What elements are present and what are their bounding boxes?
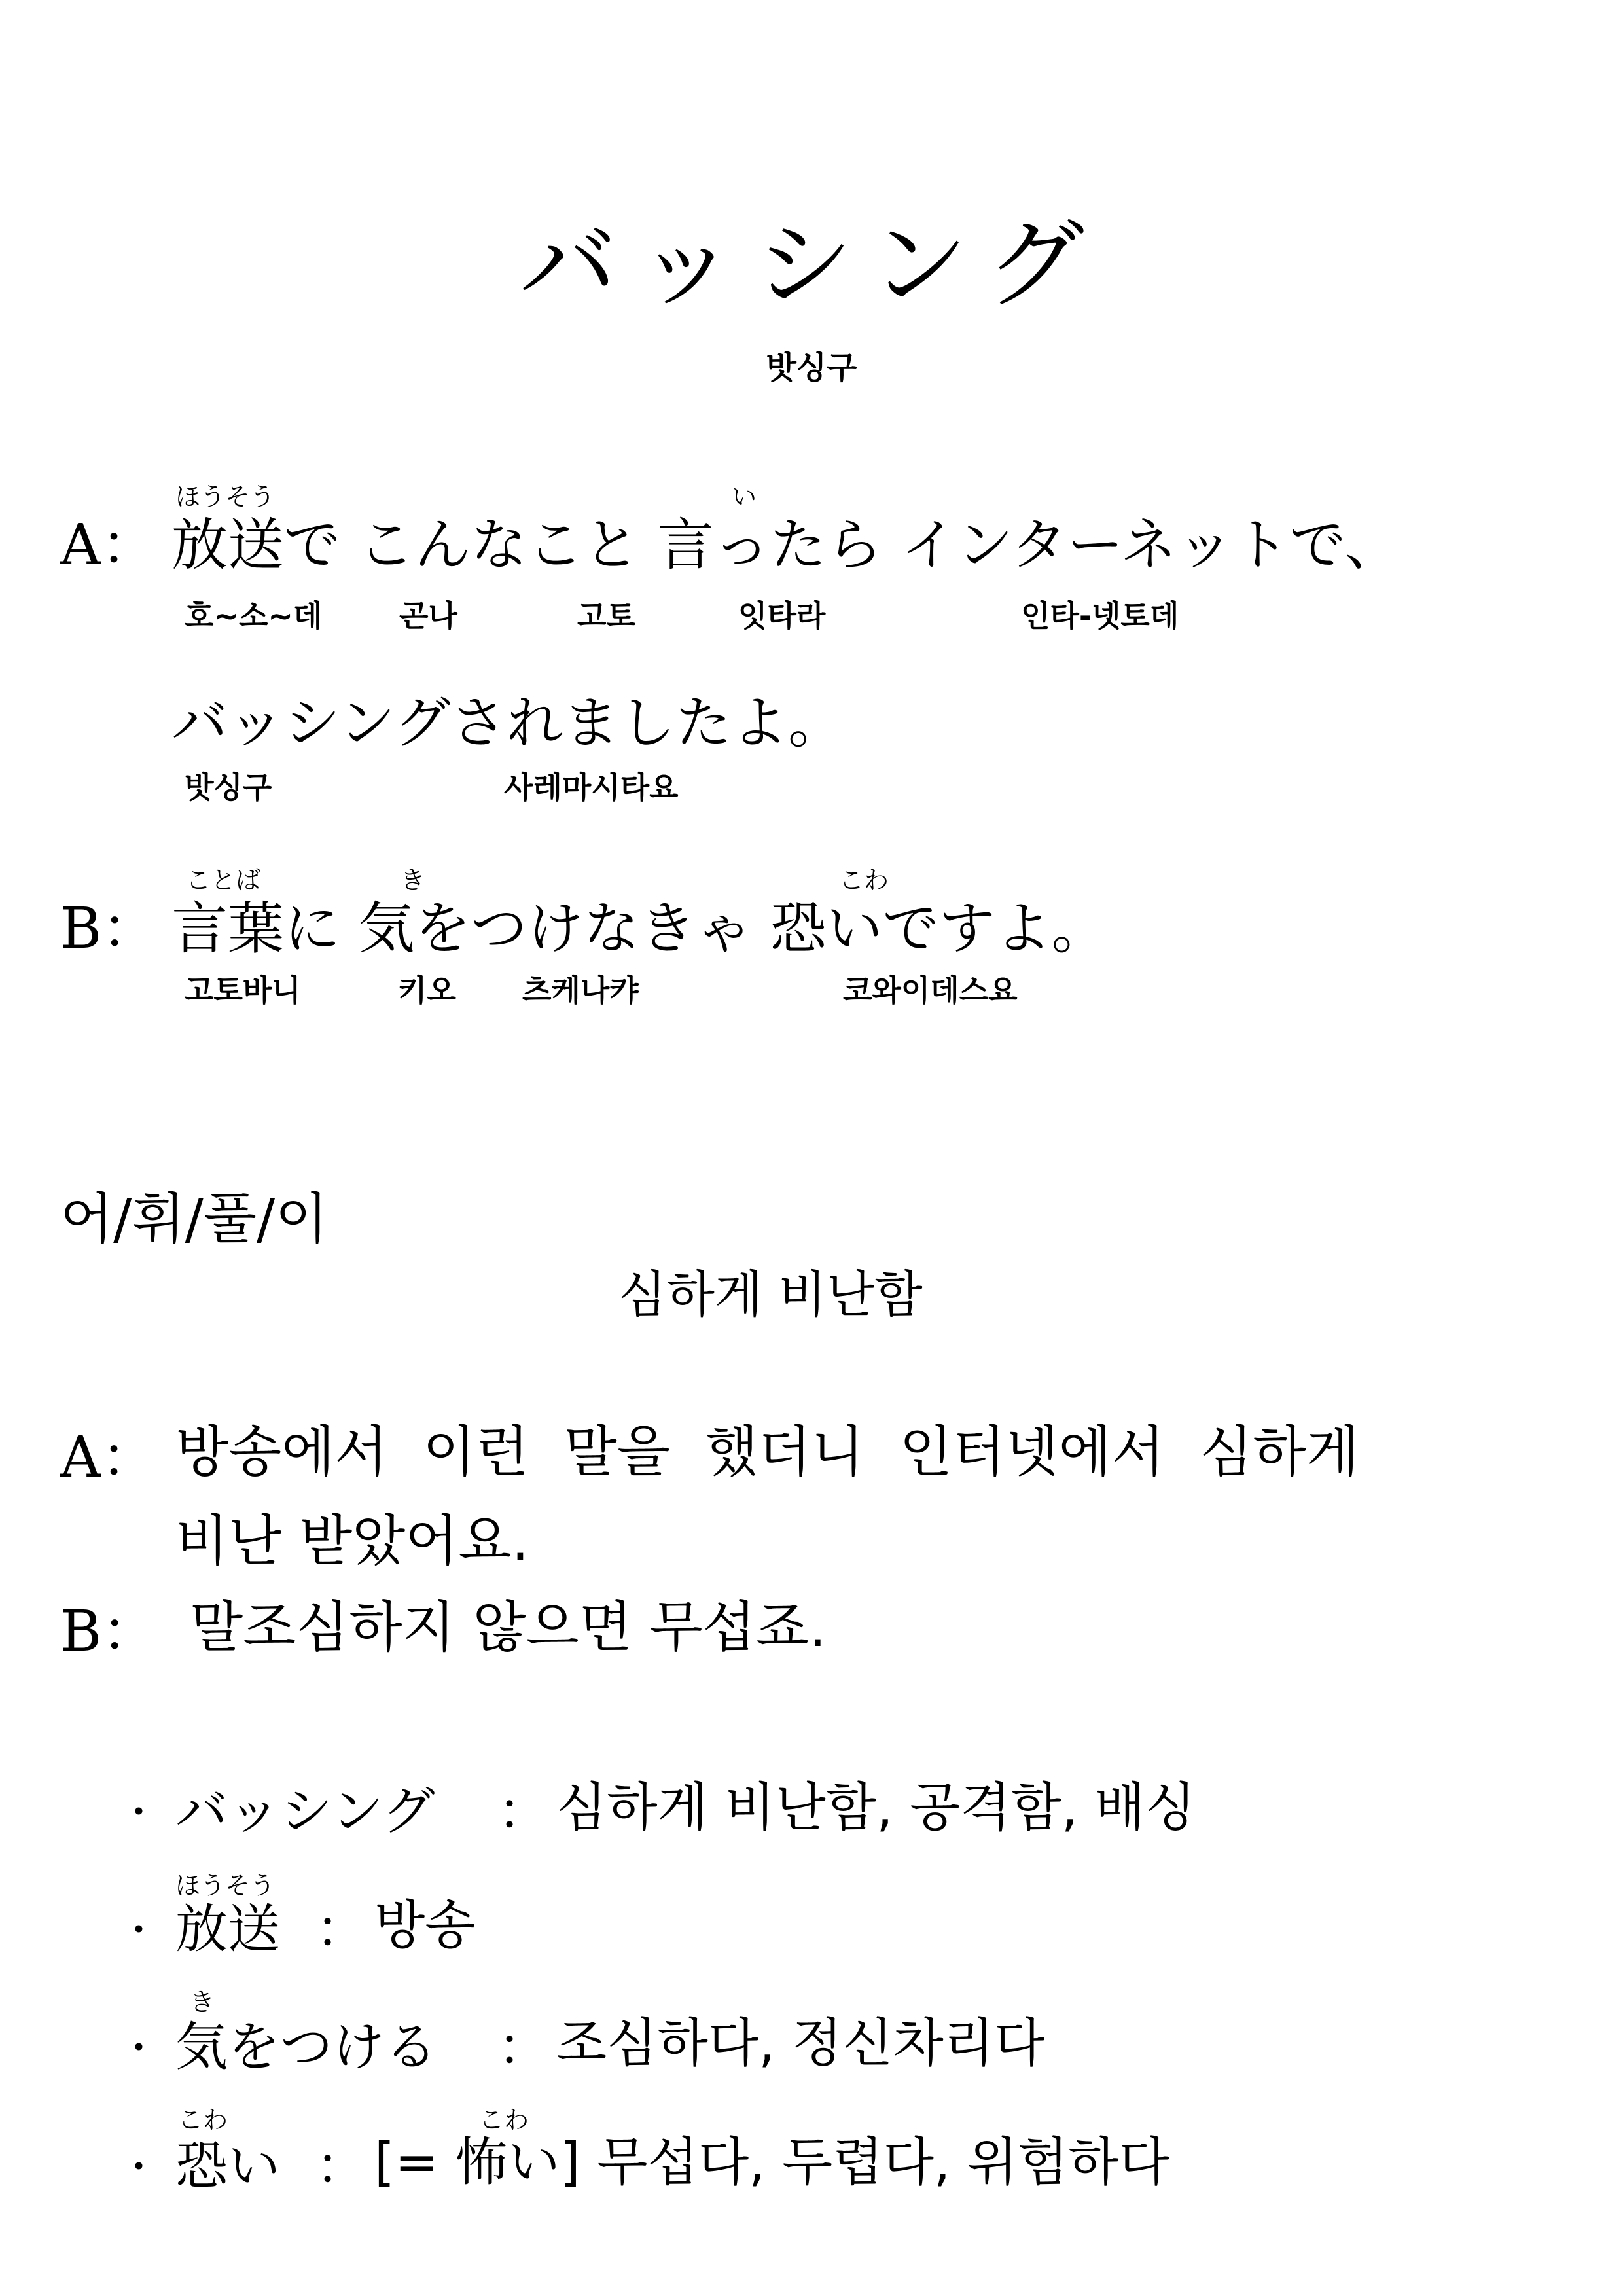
vocab-item-1-sep: ： [497,1781,550,1842]
reading-a2-2: 사레마시타요 [504,770,679,805]
translation-speaker-b: B： [60,1599,158,1664]
speaker-b: B： [60,896,158,961]
vocab-item-2-term: 放送 [175,1899,280,1960]
ruby-kotoba: ことば [186,866,261,895]
ruby-housou: ほうそう [175,482,276,511]
vocab-item-3-ruby: き [190,1988,215,2017]
vocab-item-2-def: 방송 [374,1895,476,1956]
vocab-item-2-ruby: ほうそう [175,1871,276,1900]
speaker-a: A： [60,512,158,578]
translation-speaker-a: A： [60,1425,158,1490]
vocab-item-2-sep: ： [315,1899,368,1960]
translation-b-line1: 말조심하지 않으면 무섭죠. [190,1595,827,1659]
vocab-item-1-dot: ・ [119,1790,158,1836]
page-title: バッシング [519,208,1104,322]
reading-b-2: 키오 [398,973,456,1008]
vocab-item-4-ruby: こわ [178,2106,228,2134]
reading-b-1: 고토바니 [185,973,301,1008]
vocab-item-4-def: [= 怖い] 무섭다, 두렵다, 위험하다 [374,2132,1169,2193]
vocab-heading: 어/휘/풀/이 [60,1187,329,1251]
vocab-item-3-sep: ： [497,2017,550,2077]
reading-a-1: 호~소~데 [185,598,323,634]
ruby-itta: い [732,482,757,511]
reading-a2-1: 밧싱구 [185,770,272,805]
reading-b-3: 츠케나캬 [522,973,639,1008]
ruby-kowa: こわ [839,866,889,895]
vocab-item-2-dot: ・ [119,1908,158,1954]
vocab-item-3-term: 気をつける [175,2017,437,2077]
reading-a-5: 인타-넷토데 [1021,598,1179,634]
vocab-item-1-def: 심하게 비난함, 공격함, 배싱 [556,1777,1196,1838]
dialogue-a-line1: 放送で こんなこと 言ったら インターネットで、 [171,512,1401,578]
dialogue-b-line1: 言葉に 気をつけなきゃ 恐いですよ。 [171,896,1108,961]
ruby-ki: き [401,866,426,895]
translation-a-line2: 비난 받았어요. [175,1509,529,1573]
reading-a-4: 잇타라 [738,598,826,634]
vocab-item-4-term: 恐い [175,2136,280,2197]
reading-b-4: 코와이데스요 [843,973,1018,1008]
vocab-meaning: 심하게 비난함 [618,1265,923,1323]
title-reading: 밧싱구 [766,350,857,386]
vocab-item-4-sep: ： [315,2136,368,2197]
vocab-item-1-term: バッシング [175,1781,435,1842]
dialogue-a-line2: バッシングされましたよ。 [171,691,845,756]
vocab-item-3-dot: ・ [119,2026,158,2072]
vocab-item-4-dot: ・ [119,2145,158,2191]
vocab-item-4-ruby2: こわ [479,2106,529,2134]
reading-a-3: 고토 [577,598,635,634]
translation-a-line1: 방송에서 이런 말을 했더니 인터넷에서 심하게 [175,1420,1359,1484]
vocab-item-3-def: 조심하다, 정신차리다 [556,2013,1045,2073]
reading-a-2: 곤나 [399,598,457,634]
